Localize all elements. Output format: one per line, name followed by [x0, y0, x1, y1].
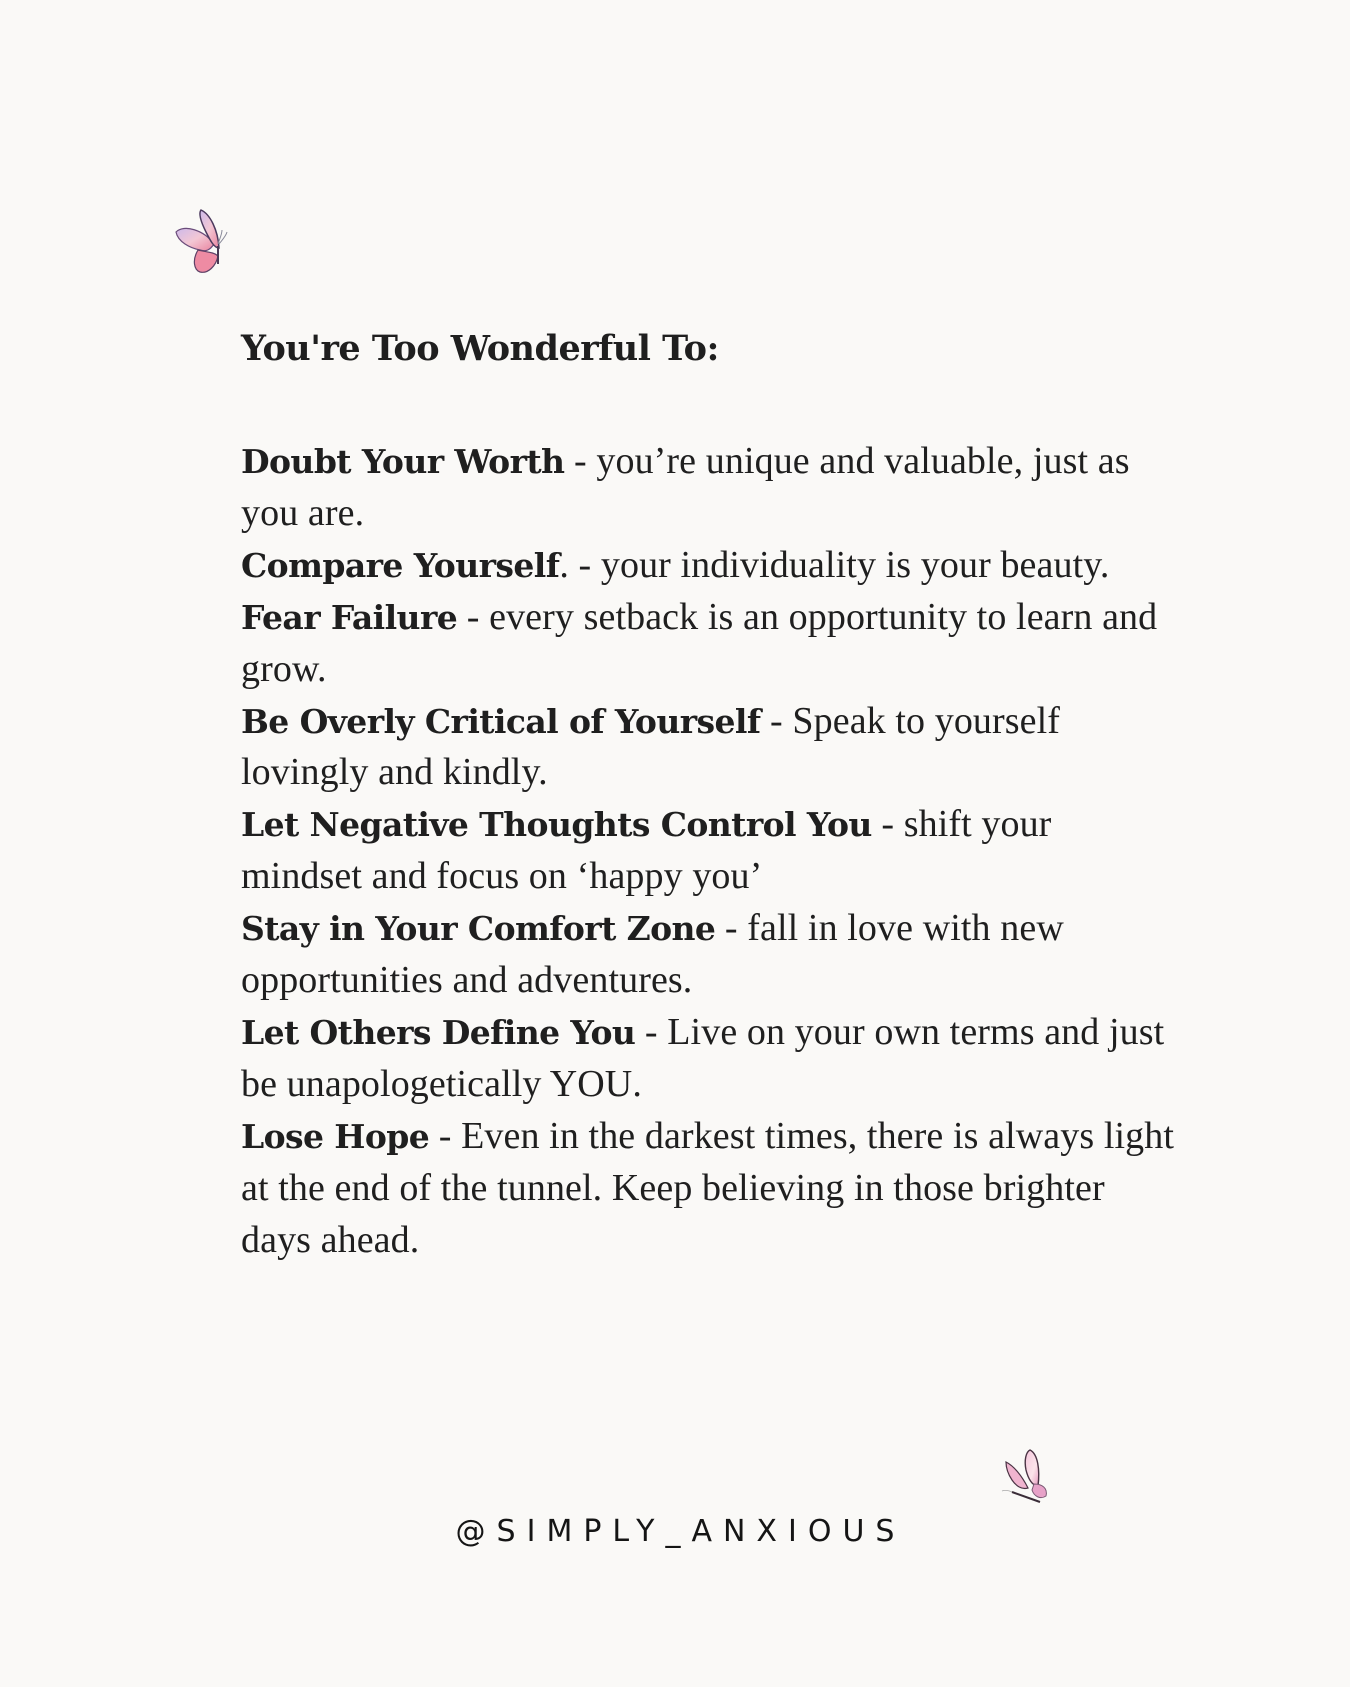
item-separator: . - — [559, 543, 601, 586]
item-separator: - — [564, 440, 597, 482]
item-text: Speak to yourself lovingly and kindly. — [241, 699, 1061, 794]
item-heading: Doubt Your Worth — [241, 442, 565, 481]
list-item — [241, 903, 1181, 1007]
item-separator: - — [429, 1114, 462, 1157]
item-separator: - — [760, 699, 793, 742]
affirmation-list — [241, 436, 1181, 1267]
item-heading: Lose Hope — [241, 1116, 430, 1156]
item-text: you’re unique and valuable, just as you are. — [241, 440, 1130, 534]
butterfly-icon-bottom — [1000, 1446, 1054, 1504]
list-item — [241, 592, 1181, 696]
item-text: shift your mindset and focus on ‘happy you’ — [241, 803, 1052, 898]
instagram-handle: @SIMPLY_ANXIOUS — [455, 1514, 906, 1549]
item-text: Live on your own terms and just be unapologetically YOU. — [241, 1010, 1165, 1105]
item-text: your individuality is your beauty. — [600, 543, 1110, 586]
item-text: Even in the darkest times, there is always light at the end of the tunnel. Keep believing in those brighter days ahead. — [241, 1114, 1175, 1261]
item-separator: - — [715, 907, 748, 950]
list-item — [241, 696, 1181, 800]
list-item — [241, 540, 1181, 592]
item-separator: - — [635, 1010, 668, 1053]
item-heading: Fear Failure — [241, 597, 458, 637]
item-heading: Stay in Your Comfort Zone — [241, 909, 716, 949]
item-text: every setback is an opportunity to learn and grow. — [241, 595, 1158, 690]
item-heading: Let Negative Thoughts Control You — [241, 805, 872, 845]
item-text: fall in love with new opportunities and adventures. — [241, 907, 1064, 1002]
list-item — [241, 1111, 1181, 1267]
item-separator: - — [457, 595, 490, 638]
page-title: You're Too Wonderful To: — [241, 328, 719, 369]
list-item — [241, 436, 1181, 540]
item-separator: - — [871, 803, 904, 846]
item-heading: Compare Yourself — [241, 545, 560, 585]
butterfly-icon-top — [170, 204, 236, 280]
item-heading: Let Others Define You — [241, 1012, 636, 1052]
list-item — [241, 799, 1181, 903]
item-heading: Be Overly Critical of Yourself — [241, 701, 761, 741]
list-item — [241, 1007, 1181, 1111]
